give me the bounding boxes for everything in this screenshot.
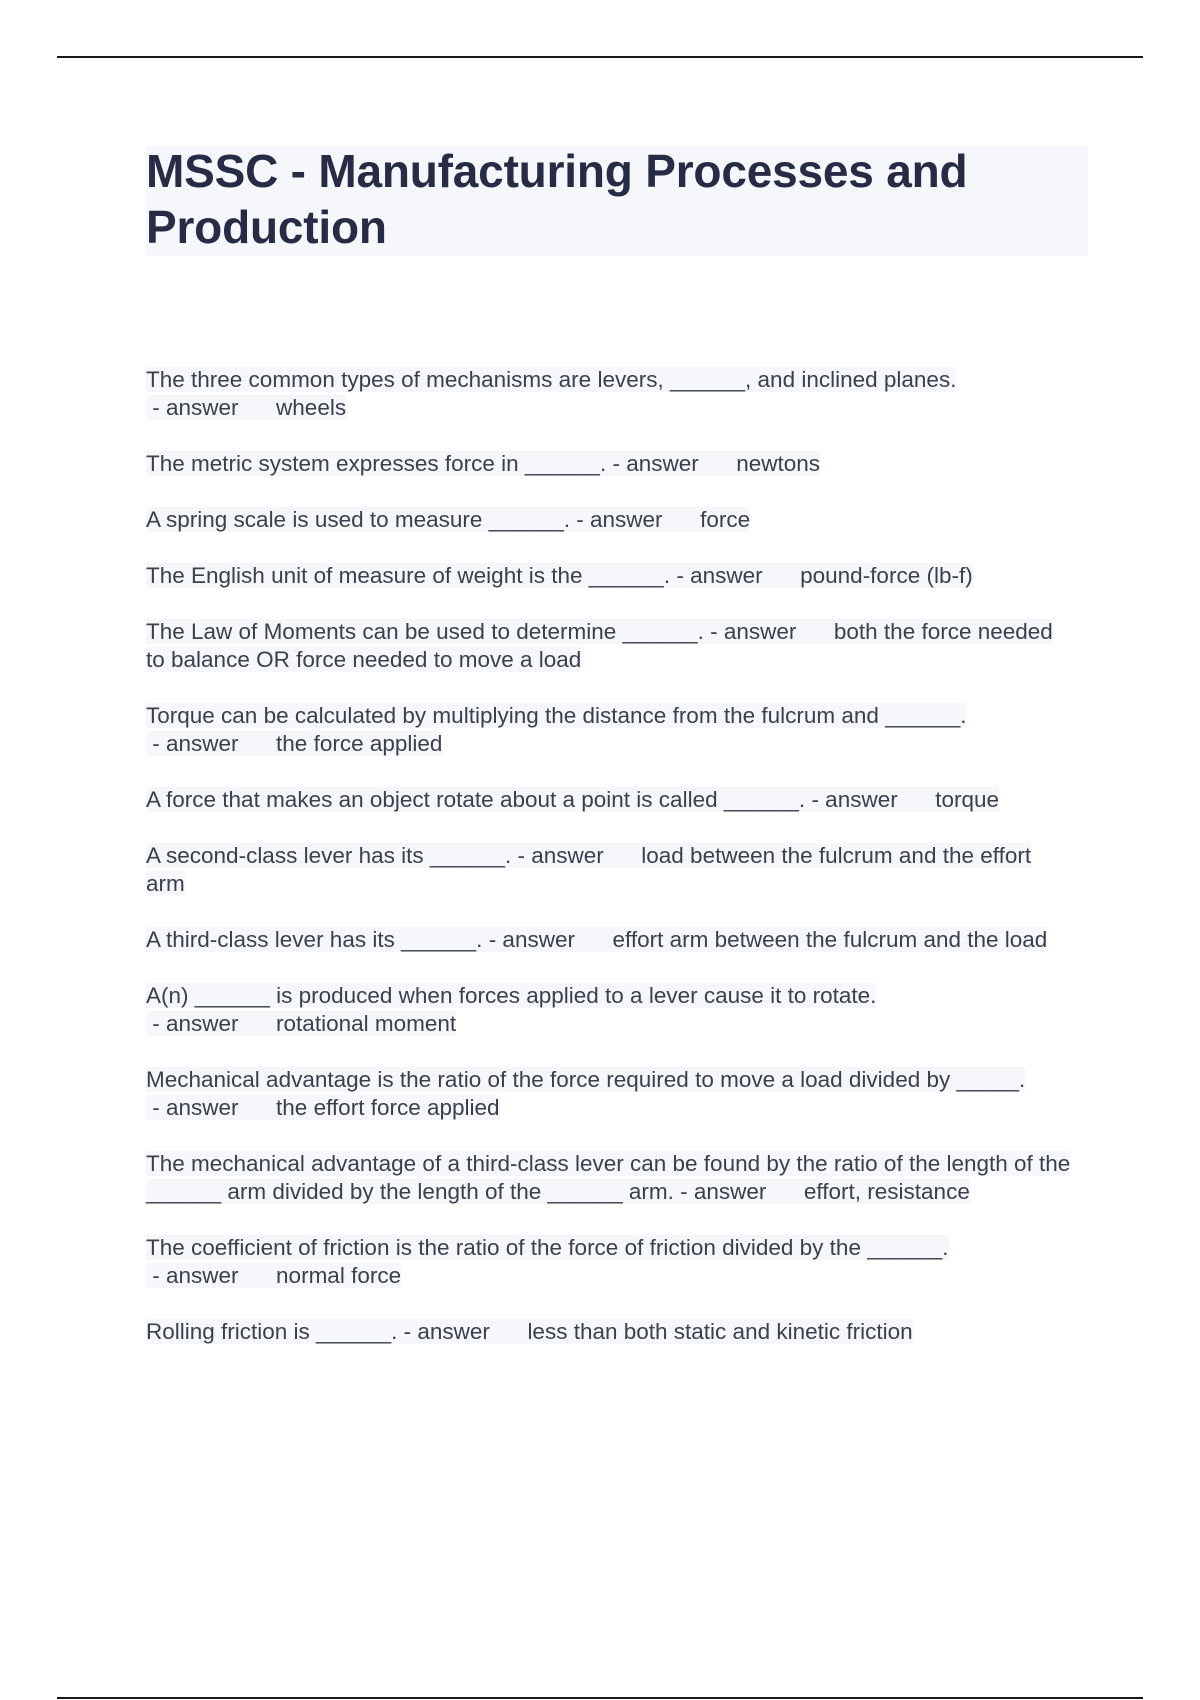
answer-separator: - answer xyxy=(146,395,277,420)
question-text: The mechanical advantage of a third-class lever can be found by the ratio of the length of the ______ arm divided by the length of the ______ arm. xyxy=(146,1151,1071,1204)
list-item xyxy=(146,702,1076,758)
answer-text: pound-force (lb-f) xyxy=(800,563,973,588)
answer-separator: - answer xyxy=(146,731,277,756)
list-item xyxy=(146,1234,1076,1290)
answer-text: normal force xyxy=(276,1263,402,1288)
answer-text: force xyxy=(700,507,751,532)
answer-separator: - answer xyxy=(703,619,834,644)
answer-text: the force applied xyxy=(276,731,443,756)
bottom-rule xyxy=(57,1697,1143,1699)
question-text: A second-class lever has its ______. xyxy=(146,843,512,868)
answer-text: load between the fulcrum and the effort arm xyxy=(146,843,1032,896)
question-text: Rolling friction is ______. xyxy=(146,1319,398,1344)
list-item xyxy=(146,786,1076,814)
list-item xyxy=(146,842,1076,898)
question-text: Mechanical advantage is the ratio of the force required to move a load divided by _____. xyxy=(146,1067,1026,1092)
answer-separator: - answer xyxy=(146,1263,277,1288)
answer-text: less than both static and kinetic friction xyxy=(527,1319,913,1344)
answer-separator: - answer xyxy=(606,451,737,476)
list-item xyxy=(146,366,1076,422)
question-text: A spring scale is used to measure ______. xyxy=(146,507,571,532)
answer-text: newtons xyxy=(736,451,821,476)
answer-text: effort arm between the fulcrum and the load xyxy=(612,927,1048,952)
answer-separator: - answer xyxy=(511,843,642,868)
list-item xyxy=(146,618,1076,674)
page-title: MSSC - Manufacturing Processes and Production xyxy=(146,145,968,253)
list-item xyxy=(146,506,1076,534)
answer-text: torque xyxy=(935,787,1000,812)
answer-separator: - answer xyxy=(482,927,613,952)
answer-separator: - answer xyxy=(146,1011,277,1036)
question-text: The Law of Moments can be used to determine ______. xyxy=(146,619,704,644)
answer-separator: - answer xyxy=(805,787,936,812)
question-text: A force that makes an object rotate about a point is called ______. xyxy=(146,787,806,812)
answer-separator: - answer xyxy=(670,563,801,588)
answer-text: rotational moment xyxy=(276,1011,457,1036)
question-text: The English unit of measure of weight is the ______. xyxy=(146,563,671,588)
answer-separator: - answer xyxy=(397,1319,528,1344)
answer-text: wheels xyxy=(276,395,347,420)
top-rule xyxy=(57,56,1143,58)
list-item xyxy=(146,1066,1076,1122)
answer-text: effort, resistance xyxy=(803,1179,970,1204)
question-text: A third-class lever has its ______. xyxy=(146,927,483,952)
qa-list xyxy=(146,366,1076,1374)
question-text: Torque can be calculated by multiplying the distance from the fulcrum and ______. xyxy=(146,703,967,728)
list-item xyxy=(146,926,1076,954)
list-item xyxy=(146,982,1076,1038)
list-item xyxy=(146,1150,1076,1206)
answer-separator: - answer xyxy=(570,507,701,532)
list-item xyxy=(146,1318,1076,1346)
question-text: The three common types of mechanisms are levers, ______, and inclined planes. xyxy=(146,367,957,392)
question-text: A(n) ______ is produced when forces applied to a lever cause it to rotate. xyxy=(146,983,877,1008)
question-text: The coefficient of friction is the ratio of the force of friction divided by the ______. xyxy=(146,1235,949,1260)
answer-text: both the force needed to balance OR force needed to move a load xyxy=(146,619,1053,672)
question-text: The metric system expresses force in ______. xyxy=(146,451,607,476)
list-item xyxy=(146,562,1076,590)
answer-separator: - answer xyxy=(673,1179,804,1204)
list-item xyxy=(146,450,1076,478)
answer-separator: - answer xyxy=(146,1095,277,1120)
answer-text: the effort force applied xyxy=(276,1095,500,1120)
